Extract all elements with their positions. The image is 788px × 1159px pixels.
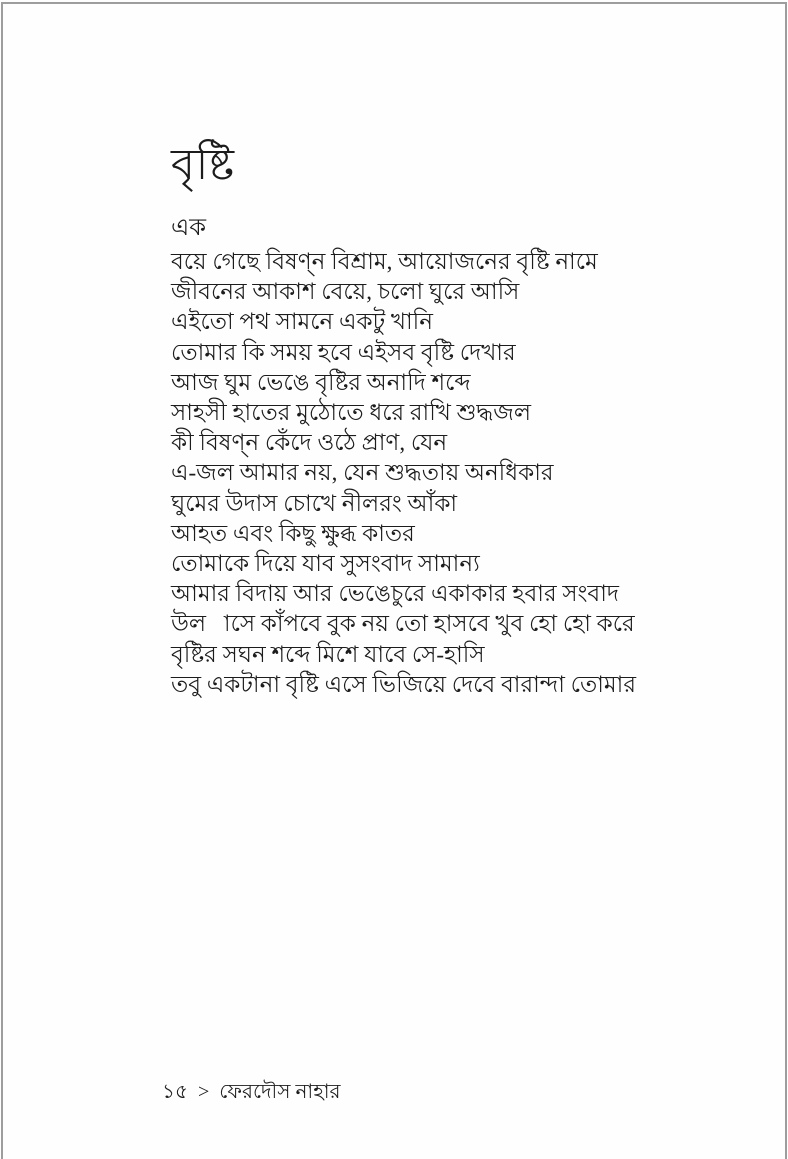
poem-line: জীবনের আকাশ বেয়ে, চলো ঘুরে আসি [171,279,520,305]
poem-line: উল াসে কাঁপবে বুক নয় তো হাসবে খুব হো হো করে [171,611,635,637]
poem-line: আজ ঘুম ভেঙে বৃষ্টির অনাদি শব্দে [171,369,471,395]
poem-line: তোমার কি সময় হবে এইসব বৃষ্টি দেখার [171,339,516,365]
poem-line: আহত এবং কিছু ক্ষুব্ধ কাতর [171,520,415,546]
poem-body [171,247,651,700]
poem-line: এ-জল আমার নয়, যেন শুদ্ধতায় অনধিকার [171,460,554,486]
page-footer [162,1079,346,1105]
poem-line: তোমাকে দিয়ে যাব সুসংবাদ সামান্য [171,551,480,577]
poem-line: আমার বিদায় আর ভেঙেচুরে একাকার হবার সংবাদ [171,581,619,607]
poem-line: ঘুমের উদাস চোখে নীলরং আঁকা [171,490,458,516]
poem-title: বৃষ্টি [171,142,236,189]
poem-line: সাহসী হাতের মুঠোতে ধরে রাখি শুদ্ধজল [171,400,532,426]
stanza-label: এক [171,215,207,241]
author-name: ফেরদৌস নাহার [219,1081,341,1103]
poem-line: এইতো পথ সামনে একটু খানি [171,309,433,335]
poem-line: বয়ে গেছে বিষণ্ন বিশ্রাম, আয়োজনের বৃষ্টি নামে [171,249,598,274]
poem-line: বৃষ্টির সঘন শব্দে মিশে যাবে সে-হাসি [171,641,485,667]
poem-line: কী বিষণ্ন কেঁদে ওঠে প্রাণ, যেন [171,430,448,456]
page-number: ১৫ [162,1081,188,1103]
poem-line: তবু একটানা বৃষ্টি এসে ভিজিয়ে দেবে বারান্দা তোমার [171,671,636,697]
footer-separator: > [197,1081,210,1103]
